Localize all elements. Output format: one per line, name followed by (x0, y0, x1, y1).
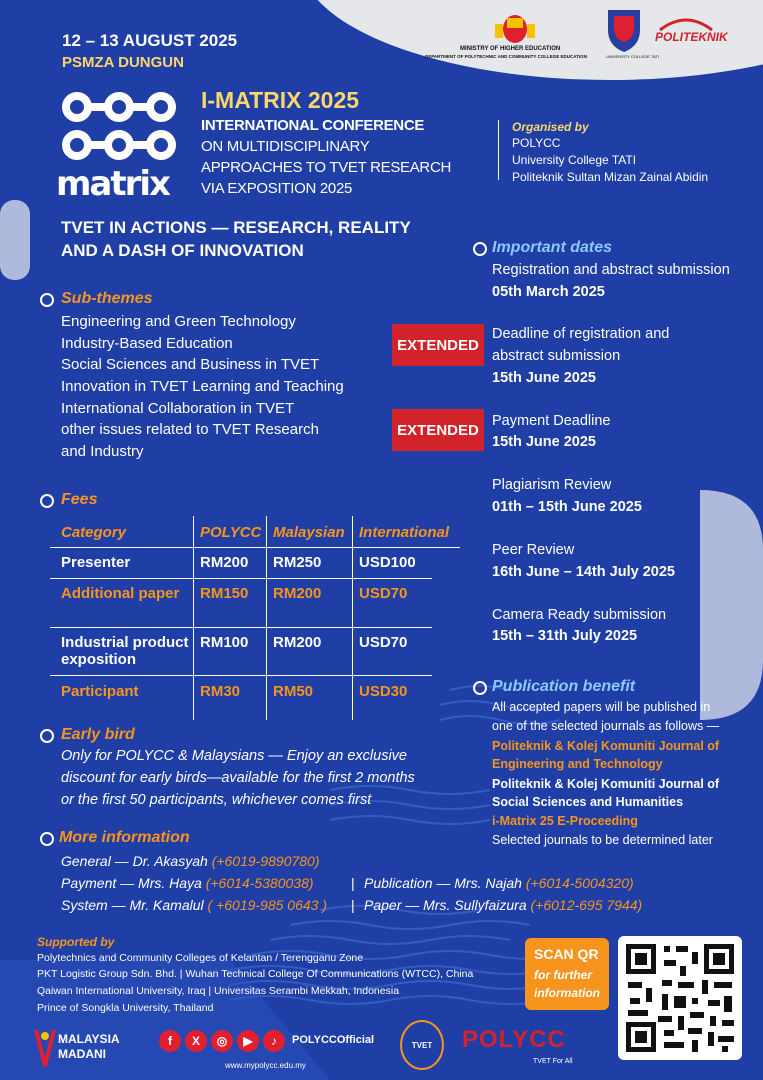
tvet-label: TVET (411, 1040, 433, 1050)
fees-cell: RM200 (273, 585, 322, 602)
fees-col-polycc: POLYCC (200, 524, 262, 541)
malaysia-madani-emblem-icon (34, 1028, 56, 1068)
x-twitter-icon[interactable]: X (185, 1030, 207, 1052)
contact-publication-phone[interactable]: (+6014-5004320) (525, 875, 634, 891)
contact-payment: Payment — Mrs. Haya (61, 875, 202, 891)
earlybird-line-3: or the first 50 participants, whichever comes first (61, 792, 372, 808)
fees-heading: Fees (61, 491, 98, 508)
social-handle[interactable]: POLYCCOfficial (292, 1034, 375, 1046)
contact-payment-phone[interactable]: (+6014-5380038) (205, 875, 314, 891)
earlybird-bullet-icon (40, 729, 54, 743)
conference-title: I-MATRIX 2025 (201, 87, 360, 113)
fees-cell: RM200 (200, 554, 249, 571)
fees-row-rule (50, 578, 432, 579)
subthemes-bullet-icon (40, 293, 54, 307)
subtheme-item: Social Sciences and Business in TVET (61, 356, 320, 373)
moreinfo-heading: More information (59, 829, 190, 846)
date-value: 15th June 2025 (492, 434, 596, 450)
fees-col-divider (352, 516, 353, 720)
conference-subtitle-1: INTERNATIONAL CONFERENCE (201, 117, 425, 134)
fees-header-rule (50, 547, 460, 548)
journal-1-line-1: Politeknik & Kolej Komuniti Journal of (492, 739, 720, 753)
fees-cell: Participant (61, 683, 139, 700)
fees-cell: Additional paper (61, 585, 180, 602)
earlybird-line-1: Only for POLYCC & Malaysians — Enjoy an exclusive (61, 748, 407, 764)
fees-cell: Industrial product exposition (61, 634, 189, 668)
fees-col-divider (193, 516, 194, 720)
journal-1-line-2: Engineering and Technology (492, 757, 663, 771)
date-value: 16th June – 14th July 2025 (492, 564, 675, 580)
earlybird-heading: Early bird (61, 726, 135, 743)
publication-line-1: All accepted papers will be published in (492, 700, 711, 714)
madani-line-1: MALAYSIA (58, 1032, 120, 1046)
matrix-logo-text: matrix (56, 164, 169, 204)
contact-paper-phone[interactable]: (+6012-695 7944) (530, 897, 643, 913)
date-label: Registration and abstract submission (492, 262, 730, 278)
fees-bullet-icon (40, 494, 54, 508)
fees-cell: USD100 (359, 554, 416, 571)
contact-system-phone[interactable]: ( +6019-985 0643 ) (207, 897, 327, 913)
date-label: Camera Ready submission (492, 607, 667, 623)
date-value: 15th – 31th July 2025 (492, 628, 638, 644)
subtheme-item: Industry-Based Education (61, 335, 233, 352)
polycc-tagline: TVET For All (533, 1058, 573, 1065)
ministry-line2: DEPARTMENT OF POLYTECHNIC AND COMMUNITY COLLEGE EDUCATION (425, 54, 587, 59)
date-label: Plagiarism Review (492, 477, 612, 493)
tvet-logo (400, 1020, 444, 1070)
tati-logo (604, 8, 644, 52)
contact-separator: | (351, 875, 355, 891)
supported-line-1: Polytechnics and Community Colleges of Kelantan / Terengganu Zone (37, 952, 364, 964)
fees-cell: Presenter (61, 554, 131, 571)
conference-subtitle-4: VIA EXPOSITION 2025 (201, 180, 353, 197)
scan-line-3: information (534, 986, 600, 1000)
theme-line-1: TVET IN ACTIONS — RESEARCH, REALITY (61, 218, 411, 237)
scan-line-1: SCAN QR (534, 946, 599, 962)
fees-col-divider (266, 516, 267, 720)
publication-bullet-icon (473, 681, 487, 695)
fees-cell: RM100 (200, 634, 249, 651)
contact-system: System — Mr. Kamalul (61, 897, 204, 913)
date-label: Payment Deadline (492, 413, 611, 429)
fees-col-category: Category (61, 524, 127, 541)
website-link[interactable]: www.mypolycc.edu.my (225, 1061, 306, 1070)
fees-row-rule (50, 627, 432, 628)
supported-heading: Supported by (37, 935, 115, 949)
scan-line-2: for further (534, 968, 592, 982)
tati-label: UNIVERSITY COLLEGE TATI (606, 54, 660, 59)
fees-cell: RM250 (273, 554, 322, 571)
publication-note: Selected journals to be determined later (492, 833, 713, 847)
contact-general-phone[interactable]: (+6019-9890780) (211, 853, 320, 869)
supported-line-4: Prince of Songkla University, Thailand (37, 1002, 214, 1014)
qr-code[interactable] (618, 936, 742, 1060)
subtheme-item: other issues related to TVET Research (61, 421, 319, 438)
contact-publication: Publication — Mrs. Najah (364, 875, 522, 891)
fees-cell: RM200 (273, 634, 322, 651)
moreinfo-bullet-icon (40, 832, 54, 846)
madani-line-2: MADANI (58, 1047, 106, 1061)
qr-code-icon (618, 936, 742, 1060)
subtheme-item: International Collaboration in TVET (61, 400, 295, 417)
event-venue: PSMZA DUNGUN (62, 54, 184, 71)
extended-badge: EXTENDED (392, 409, 484, 451)
date-label: Deadline of registration and (492, 326, 670, 342)
dates-bullet-icon (473, 242, 487, 256)
contact-separator: | (351, 897, 355, 913)
fees-row-rule (50, 675, 432, 676)
polycc-logo: POLYCC (462, 1026, 566, 1053)
conference-subtitle-2: ON MULTIDISCIPLINARY (201, 138, 370, 155)
politeknik-logo: POLITEKNIK (655, 30, 728, 44)
supported-line-2: PKT Logistic Group Sdn. Bhd. | Wuhan Technical College Of Communications (WTCC), China (37, 968, 474, 980)
theme-line-2: AND A DASH OF INNOVATION (61, 241, 304, 260)
organiser-line-1: POLYCC (512, 136, 561, 150)
supported-line-3: Qaiwan International University, Iraq | Universitas Serambi Mekkah, Indonesia (37, 985, 400, 997)
date-value: 01th – 15th June 2025 (492, 499, 642, 515)
organiser-heading: Organised by (512, 120, 589, 134)
youtube-icon[interactable]: ▶ (237, 1030, 259, 1052)
organiser-line-2: University College TATI (512, 153, 637, 167)
event-date: 12 – 13 AUGUST 2025 (62, 31, 238, 50)
fees-cell: RM50 (273, 683, 314, 700)
date-value: 05th March 2025 (492, 284, 605, 300)
fees-cell: USD70 (359, 585, 408, 602)
extended-badge: EXTENDED (392, 324, 484, 366)
earlybird-line-2: discount for early birds—available for the first 2 months (61, 770, 415, 786)
organiser-divider (498, 120, 499, 180)
organiser-line-3: Politeknik Sultan Mizan Zainal Abidin (512, 170, 709, 184)
subtheme-item: and Industry (61, 443, 144, 460)
fees-cell: USD30 (359, 683, 408, 700)
fees-cell: RM150 (200, 585, 249, 602)
fees-col-malaysian: Malaysian (273, 524, 345, 541)
dates-heading: Important dates (492, 239, 613, 256)
publication-line-2: one of the selected journals as follows — (492, 719, 720, 733)
malaysia-crest-logo (493, 10, 537, 48)
journal-3: i-Matrix 25 E-Proceeding (492, 814, 638, 828)
subtheme-item: Engineering and Green Technology (61, 313, 296, 330)
subtheme-item: Innovation in TVET Learning and Teaching (61, 378, 344, 395)
instagram-icon[interactable]: ◎ (211, 1030, 233, 1052)
date-value: 15th June 2025 (492, 370, 596, 386)
subthemes-heading: Sub-themes (61, 290, 153, 307)
ministry-line1: MINISTRY OF HIGHER EDUCATION (460, 46, 561, 52)
date-label: Peer Review (492, 542, 575, 558)
journal-2-line-1: Politeknik & Kolej Komuniti Journal of (492, 777, 720, 791)
publication-heading: Publication benefit (492, 678, 636, 695)
date-label: abstract submission (492, 348, 621, 364)
contact-paper: Paper — Mrs. Sullyfaizura (364, 897, 527, 913)
fees-col-international: International (359, 524, 450, 541)
conference-subtitle-3: APPROACHES TO TVET RESEARCH (201, 159, 452, 176)
fees-cell: USD70 (359, 634, 408, 651)
fees-cell: RM30 (200, 683, 241, 700)
contact-general: General — Dr. Akasyah (61, 853, 208, 869)
tiktok-icon[interactable]: ♪ (263, 1030, 285, 1052)
journal-2-line-2: Social Sciences and Humanities (492, 795, 684, 809)
facebook-icon[interactable]: f (159, 1030, 181, 1052)
